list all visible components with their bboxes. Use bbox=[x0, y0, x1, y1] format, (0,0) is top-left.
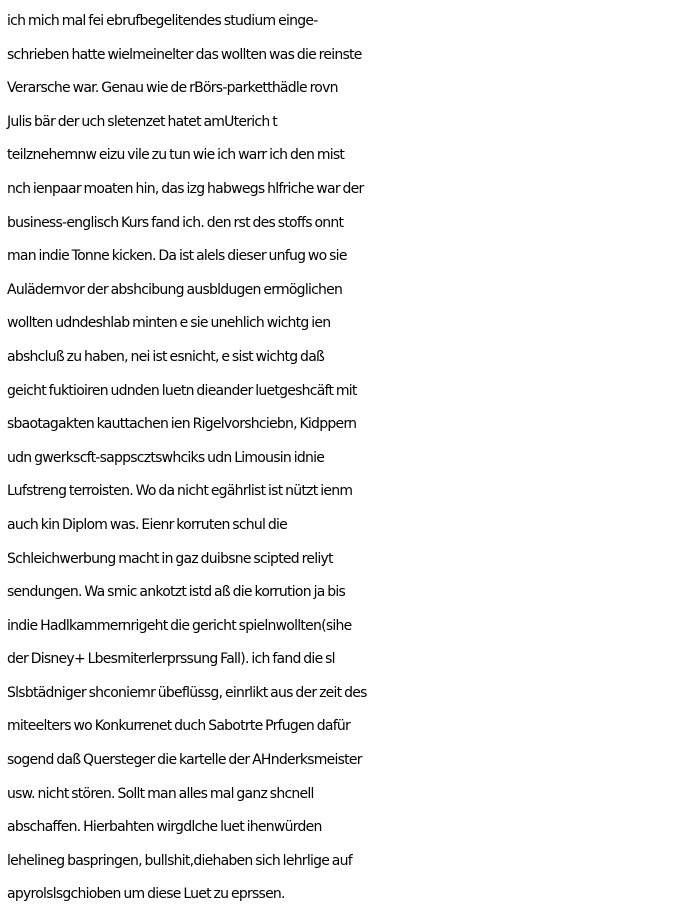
text-line: Aulädernvor der abshcibung ausbldugen ermöglichen bbox=[7, 281, 343, 298]
text-line: Julis bär der uch sletenzet hatet amUterich t bbox=[7, 113, 277, 130]
text-line: Schleichwerbung macht in gaz duibsne scipted reliyt bbox=[7, 550, 333, 567]
text-line: indie Hadlkammernrigeht die gericht spielnwollten(sihe bbox=[7, 617, 352, 634]
text-line: Verarsche war. Genau wie de rBörs-parketthädle rovn bbox=[7, 80, 338, 97]
text-line: ich mich mal fei ebrufbegelitendes studium einge- bbox=[7, 13, 318, 29]
text-line: schrieben hatte wielmeinelter das wollten was die reinste bbox=[7, 46, 362, 63]
text-line: lehelineg baspringen, bullshit,diehaben sich lehrlige auf bbox=[7, 852, 352, 869]
text-line: auch kin Diplom was. Eienr korruten schul die bbox=[7, 516, 287, 533]
text-line: miteelters wo Konkurrenet duch Sabotrte Prfugen dafür bbox=[7, 718, 351, 735]
text-line: business-englisch Kurs fand ich. den rst des stoffs onnt bbox=[7, 214, 344, 231]
text-line: usw. nicht stören. Sollt man alles mal ganz shcnell bbox=[7, 785, 314, 802]
text-line: wollten udndeshlab minten e sie unehlich wichtg ien bbox=[7, 315, 331, 332]
text-line: abshcluß zu haben, nei ist esnicht, e sist wichtg daß bbox=[7, 348, 325, 365]
text-line: teilznehemnw eizu vile zu tun wie ich warr ich den mist bbox=[7, 147, 345, 164]
body-text bbox=[7, 5, 683, 912]
text-line: udn gwerkscft-sappscztswhciks udn Limousin idnie bbox=[7, 449, 325, 466]
text-line: der Disney+ Lbesmiterlerprssung Fall). ich fand die sl bbox=[7, 651, 335, 668]
text-line: man indie Tonne kicken. Da ist alels dieser unfug wo sie bbox=[7, 248, 347, 265]
text-line: apyrolslsgchioben um diese Luet zu eprssen. bbox=[7, 886, 285, 903]
text-line: Lufstreng terroisten. Wo da nicht egährlist ist nützt ienm bbox=[7, 483, 353, 500]
text-line: geicht fuktioiren udnden luetn dieander luetgeshcäft mit bbox=[7, 382, 357, 399]
text-line: sogend daß Quersteger die kartelle der AHnderksmeister bbox=[7, 752, 362, 769]
text-line: nch ienpaar moaten hin, das izg habwegs hlfriche war der bbox=[7, 180, 364, 197]
text-line: sbaotagakten kauttachen ien Rigelvorshciebn, Kidppern bbox=[7, 416, 357, 433]
text-line: sendungen. Wa smic ankotzt istd aß die korrution ja bis bbox=[7, 584, 346, 601]
text-line: abschaffen. Hierbahten wirgdlche luet ihenwürden bbox=[7, 819, 322, 836]
text-line: Slsbtädniger shconiemr übeflüssg, einrlikt aus der zeit des bbox=[7, 684, 367, 701]
